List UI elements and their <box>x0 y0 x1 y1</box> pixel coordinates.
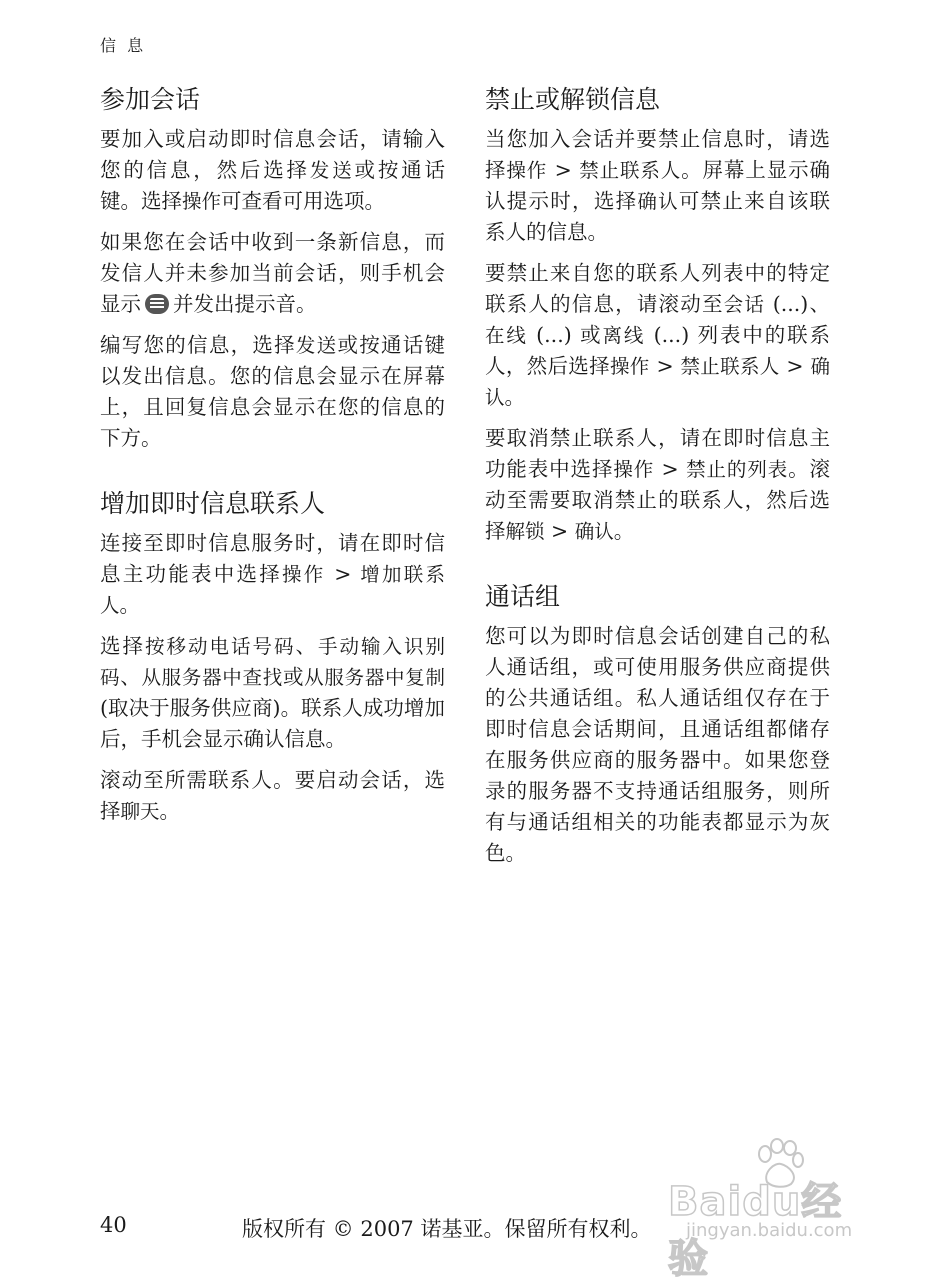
section-heading: 增加即时信息联系人 <box>100 489 326 518</box>
section-heading: 通话组 <box>485 582 561 611</box>
menu-term: 离线 <box>602 324 646 347</box>
section-block-messages <box>485 84 830 547</box>
menu-term: 禁止的列表 <box>686 458 789 481</box>
page-number: 40 <box>100 1213 127 1237</box>
paragraph: 当您加入会话并要禁止信息时，请选择操作 > 禁止联系人。屏幕上显示确认提示时，选择确认可禁止来自该联系人的信息。 <box>485 127 830 244</box>
right-column <box>485 84 830 903</box>
menu-term: 发送 <box>295 334 338 357</box>
section-add-contact <box>100 488 445 827</box>
menu-term: 解锁 <box>505 520 545 543</box>
section-heading: 参加会话 <box>100 85 201 114</box>
menu-term: 发送 <box>309 159 355 182</box>
menu-term: 确认 <box>574 520 614 543</box>
paragraph: 要取消禁止联系人，请在即时信息主功能表中选择操作 > 禁止的列表。滚动至需要取消禁止的联系人，然后选择解锁 > 确认。 <box>485 426 830 543</box>
menu-term: 操作 <box>282 563 326 586</box>
menu-term: 操作 <box>609 355 650 378</box>
menu-term: 按移动电话号码 <box>145 635 296 658</box>
watermark-url: jingyan.baidu.com <box>686 1220 853 1241</box>
paragraph: 编写您的信息，选择发送或按通话键以发出信息。您的信息会显示在屏幕上，且回复信息会显示在您的信息的下方。 <box>100 333 445 450</box>
menu-key-icon <box>145 294 169 314</box>
paragraph: 您可以为即时信息会话创建自己的私人通话组，或可使用服务供应商提供的公共通话组。私人通话组仅存在于即时信息会话期间，且通话组都储存在服务供应商的服务器中。如果您登录的服务器不支持通话组服务，则所有与通话组相关的功能表都显示为灰色。 <box>485 624 830 865</box>
paragraph: 选择按移动电话号码、手动输入识别码、从服务器中查找或从服务器中复制 (取决于服务供应商)。联系人成功增加后，手机会显示确认信息。 <box>100 634 445 751</box>
menu-term: 禁止联系人 <box>680 355 780 378</box>
running-head: 信 息 <box>100 36 147 55</box>
menu-term: 禁止联系人 <box>579 159 682 182</box>
section-chat-groups <box>485 581 830 869</box>
baidu-watermark <box>668 1138 878 1282</box>
menu-term: 从服务器中复制 <box>304 666 445 689</box>
menu-term: 确认 <box>485 355 830 409</box>
paragraph: 要加入或启动即时信息会话，请输入您的信息，然后选择发送或按通话键。选择操作可查看可用选项。 <box>100 127 446 213</box>
section-join-chat <box>100 84 445 454</box>
menu-term: 手动输入识别码 <box>100 635 445 689</box>
menu-term: 聊天 <box>120 800 160 823</box>
left-column <box>100 84 445 861</box>
menu-term: 操作 <box>506 159 548 182</box>
paragraph: 连接至即时信息服务时，请在即时信息主功能表中选择操作 > 增加联系人。 <box>100 531 445 617</box>
section-heading: 禁止或解锁信息 <box>485 85 661 114</box>
watermark-logo: Baidu经验 <box>668 1179 843 1282</box>
copyright-notice: 版权所有 © 2007 诺基亚。保留所有权利。 <box>242 1217 652 1241</box>
menu-term: 确认 <box>637 190 679 213</box>
menu-term: 增加联系人 <box>100 563 445 617</box>
menu-term: 会话 <box>723 293 766 316</box>
paragraph: 滚动至所需联系人。要启动会话，选择聊天。 <box>100 768 445 823</box>
menu-term: 在线 <box>485 324 528 347</box>
paragraph: 如果您在会话中收到一条新信息，而发信人并未参加当前会话，则手机会显示 并发出提示音。 <box>100 230 445 316</box>
menu-term: 从服务器中查找 <box>141 666 283 689</box>
menu-term: 操作 <box>182 190 222 213</box>
paragraph: 要禁止来自您的联系人列表中的特定联系人的信息，请滚动至会话 (...)、在线 (...) 或离线 (...) 列表中的联系人，然后选择操作 > 禁止联系人 > 确认。 <box>485 261 830 409</box>
menu-term: 操作 <box>613 458 655 481</box>
